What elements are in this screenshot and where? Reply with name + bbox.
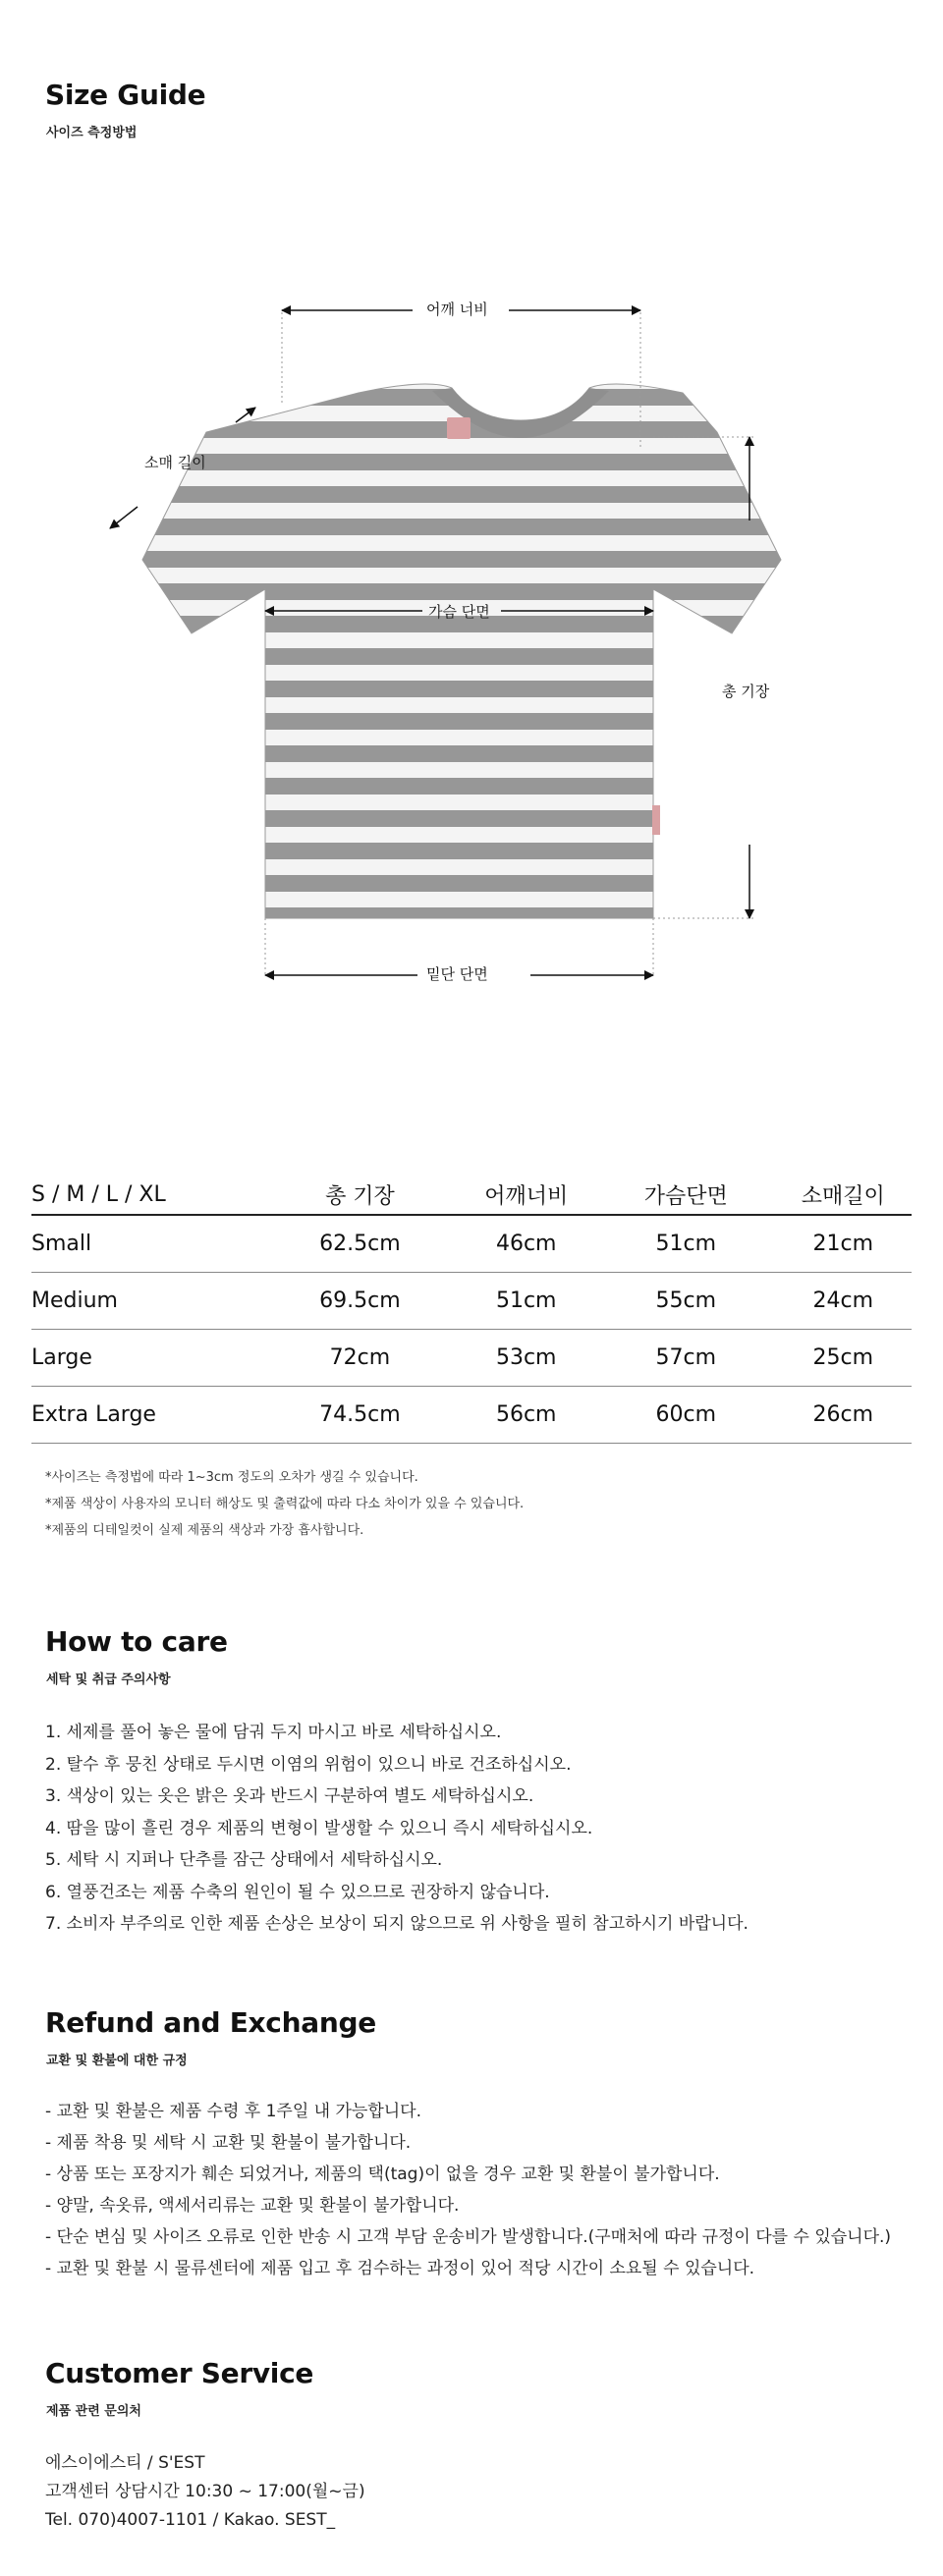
list-item: 2. 탈수 후 뭉친 상태로 두시면 이염의 위험이 있으니 바로 건조하십시오. [45, 1754, 572, 1775]
table-cell: Large [31, 1330, 264, 1387]
size-guide-subtitle: 사이즈 측정방법 [46, 126, 138, 140]
list-item: - 단순 변심 및 사이즈 오류로 인한 반송 시 고객 부담 운송비가 발생합니다.(구매처에 따라 규정이 다를 수 있습니다.) [45, 2227, 892, 2247]
list-item: - 양말, 속옷류, 액세서리류는 교환 및 환불이 불가합니다. [45, 2196, 460, 2216]
service-hours: 고객센터 상담시간 10:30 ~ 17:00(월~금) [45, 2482, 365, 2501]
size-notes [45, 1464, 524, 1544]
total-length-label: 총 기장 [722, 683, 770, 700]
hem-width-label: 밑단 단면 [426, 965, 488, 983]
customer-service-info [45, 2449, 365, 2535]
refund-subtitle: 교환 및 환불에 대한 규정 [46, 2054, 188, 2068]
side-tag [652, 805, 660, 835]
column-header: 총 기장 [264, 1175, 455, 1215]
sleeve-length-label: 소매 길이 [144, 454, 206, 471]
list-item: 3. 색상이 있는 옷은 밝은 옷과 반드시 구분하여 별도 세탁하십시오. [45, 1786, 534, 1806]
table-cell: Medium [31, 1273, 264, 1330]
list-item: - 제품 착용 및 세탁 시 교환 및 환불이 불가합니다. [45, 2133, 412, 2153]
table-cell: 56cm [455, 1387, 597, 1444]
list-item: - 상품 또는 포장지가 훼손 되었거나, 제품의 택(tag)이 없을 경우 교환 및 환불이 불가합니다. [45, 2165, 720, 2184]
table-cell: 46cm [455, 1215, 597, 1273]
list-item: 7. 소비자 부주의로 인한 제품 손상은 보상이 되지 않으므로 위 사항을 필히 참고하시기 바랍니다. [45, 1914, 749, 1934]
refund-policy-list [45, 2096, 891, 2284]
table-cell: 72cm [264, 1330, 455, 1387]
size-table [31, 1175, 912, 1444]
table-cell: 24cm [775, 1273, 912, 1330]
refund-title: Refund and Exchange [45, 2006, 376, 2039]
table-cell: 74.5cm [264, 1387, 455, 1444]
size-table-header [31, 1175, 912, 1215]
table-cell: 55cm [597, 1273, 775, 1330]
table-cell: Small [31, 1215, 264, 1273]
list-item: 1. 세제를 풀어 놓은 물에 담궈 두지 마시고 바로 세탁하십시오. [45, 1723, 502, 1742]
table-cell: 69.5cm [264, 1273, 455, 1330]
table-cell: 21cm [775, 1215, 912, 1273]
size-guide-title: Size Guide [45, 79, 206, 111]
table-row [31, 1273, 912, 1330]
table-cell: 51cm [455, 1273, 597, 1330]
table-cell: 26cm [775, 1387, 912, 1444]
list-item: 5. 세탁 시 지퍼나 단추를 잠근 상태에서 세탁하십시오. [45, 1850, 443, 1870]
table-cell: 53cm [455, 1330, 597, 1387]
column-header: 소매길이 [775, 1175, 912, 1215]
table-row [31, 1330, 912, 1387]
column-header: 가슴단면 [597, 1175, 775, 1215]
list-item: - 교환 및 환불은 제품 수령 후 1주일 내 가능합니다. [45, 2102, 422, 2121]
striped-tshirt-image [138, 373, 786, 923]
care-title: How to care [45, 1625, 228, 1658]
list-item: 6. 열풍건조는 제품 수축의 원인이 될 수 있으므로 권장하지 않습니다. [45, 1882, 550, 1902]
table-row [31, 1215, 912, 1273]
contact-info: Tel. 070)4007-1101 / Kakao. SEST_ [45, 2510, 336, 2530]
table-cell: 51cm [597, 1215, 775, 1273]
care-instructions-list [45, 1717, 749, 1941]
size-note: *제품의 디테일컷이 실제 제품의 색상과 가장 흡사합니다. [45, 1523, 364, 1538]
column-header: 어깨너비 [455, 1175, 597, 1215]
customer-service-subtitle: 제품 관련 문의처 [46, 2404, 141, 2419]
table-cell: Extra Large [31, 1387, 264, 1444]
table-cell: 57cm [597, 1330, 775, 1387]
list-item: 4. 땀을 많이 흘린 경우 제품의 변형이 발생할 수 있으니 즉시 세탁하십시오. [45, 1818, 593, 1838]
care-subtitle: 세탁 및 취급 주의사항 [46, 1672, 171, 1687]
size-note: *사이즈는 측정법에 따라 1~3cm 정도의 오차가 생길 수 있습니다. [45, 1470, 418, 1485]
column-header: S / M / L / XL [31, 1175, 264, 1215]
neck-tag [447, 417, 471, 439]
company-name: 에스이에스티 / S'EST [45, 2453, 205, 2473]
table-cell: 60cm [597, 1387, 775, 1444]
list-item: - 교환 및 환불 시 물류센터에 제품 입고 후 검수하는 과정이 있어 적당 시간이 소요될 수 있습니다. [45, 2259, 755, 2278]
size-note: *제품 색상이 사용자의 모니터 해상도 및 출력값에 따라 다소 차이가 있을 수 있습니다. [45, 1497, 525, 1511]
shoulder-width-label: 어깨 너비 [426, 301, 488, 318]
table-cell: 62.5cm [264, 1215, 455, 1273]
chest-width-label: 가슴 단면 [428, 603, 490, 621]
table-cell: 25cm [775, 1330, 912, 1387]
customer-service-title: Customer Service [45, 2357, 314, 2389]
tshirt-measurement-diagram [0, 0, 943, 1080]
table-row [31, 1387, 912, 1444]
